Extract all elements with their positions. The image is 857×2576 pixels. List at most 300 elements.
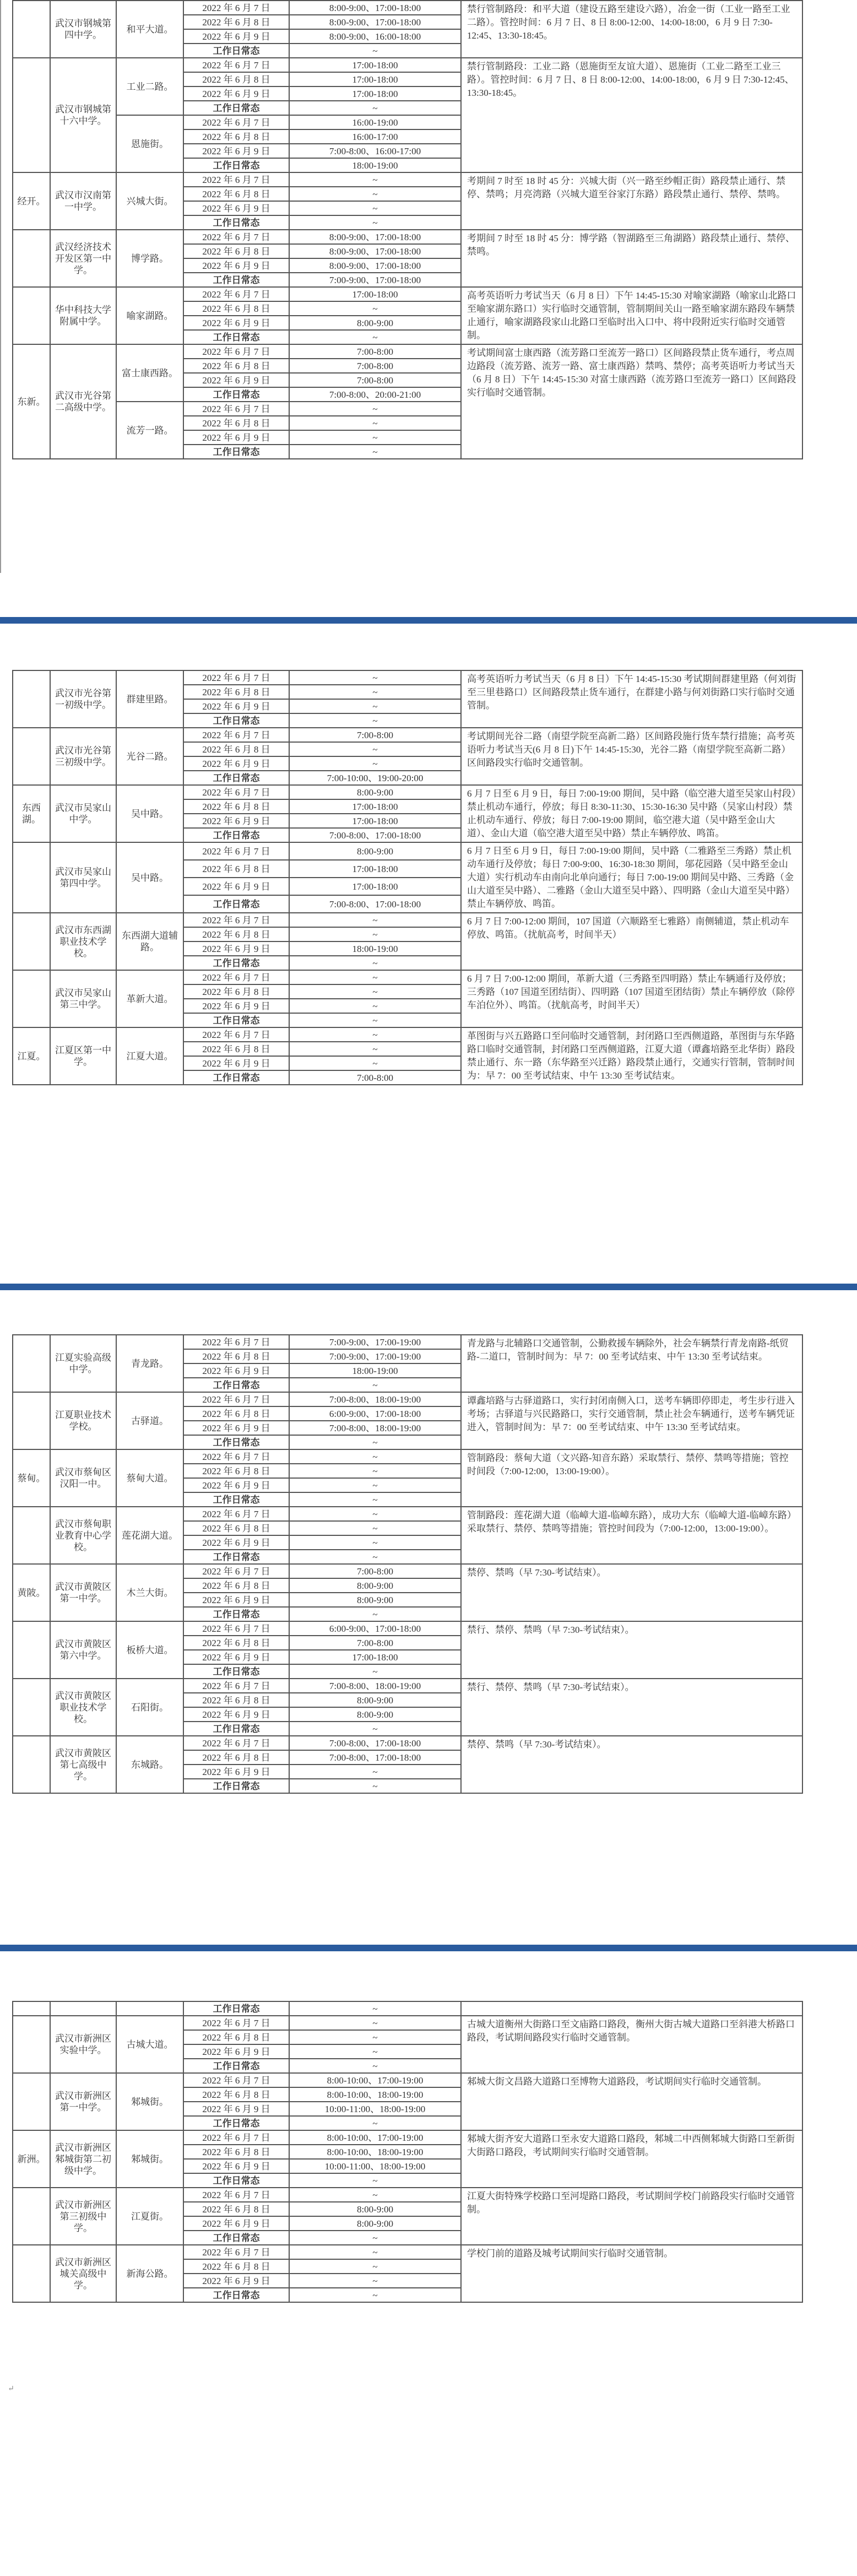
- regulation-note-cell: 6 月 7 日至 6 月 9 日，每日 7:00-19:00 期间，吴中路（临空港大道至吴家山村段）禁止机动车通行，停放；每日 8:30-11:30、15:30-16:30 吴中路（吴家山村段）禁止机动车通行、停放；每日 7:00-19:00 期间，临空港大道（吴中路至金山大道）、金山大道（临空港大道至吴中路）禁止车辆停放、鸣笛。: [461, 785, 802, 842]
- regulation-note-cell: 6 月 7 日 7:00-12:00 期间，107 国道（六顺路至七雅路）南侧辅道，禁止机动车停放、鸣笛。（扰航高考，时间半天）: [461, 913, 802, 970]
- road-cell: 古城大道。: [116, 2016, 183, 2073]
- date-cell: 2022 年 6 月 7 日: [183, 1621, 289, 1636]
- school-cell: 武汉市吴家山第四中学。: [50, 842, 116, 913]
- time-cell: ~: [289, 172, 461, 187]
- date-cell: 2022 年 6 月 9 日: [183, 2216, 289, 2231]
- district-cell: [13, 2016, 50, 2073]
- time-cell: 7:00-8:00、18:00-19:00: [289, 1679, 461, 1693]
- regulation-note-cell: 青龙路与北辅路口交通管制，公勤救援车辆除外，社会车辆禁行青龙南路-纸贸路-二道口，管制时间为：早 7：00 至考试结束、中午 13:30 至考试结束。: [461, 1335, 802, 1392]
- date-cell: 2022 年 6 月 9 日: [183, 999, 289, 1013]
- date-cell: 工作日常态: [183, 1779, 289, 1793]
- regulation-note-cell: 谭鑫培路与古驿道路口，实行封闭南侧入口，送考车辆即停即走，考生步行进入考场；古驿道与兴民路路口，实行交通管制，禁止社会车辆通行，送考车辆凭证进入，管制时间为：早 7：00 至考试结束、中午 13:30 至考试结束。: [461, 1392, 802, 1449]
- time-cell: 8:00-10:00、17:00-19:00: [289, 2130, 461, 2145]
- table-row: [13, 1, 802, 15]
- road-cell: 吴中路。: [116, 785, 183, 842]
- district-cell: [13, 1679, 50, 1736]
- date-cell: 2022 年 6 月 8 日: [183, 1693, 289, 1707]
- road-cell: 东西湖大道辅路。: [116, 913, 183, 970]
- table-row: [13, 842, 802, 860]
- date-cell: 工作日常态: [183, 2288, 289, 2302]
- date-cell: 2022 年 6 月 8 日: [183, 927, 289, 941]
- date-cell: 2022 年 6 月 8 日: [183, 129, 289, 144]
- time-cell: ~: [289, 742, 461, 756]
- time-cell: 7:00-8:00、18:00-19:00: [289, 1421, 461, 1435]
- page-3: [0, 1306, 857, 1912]
- time-cell: ~: [289, 1550, 461, 1564]
- table-row: [13, 344, 802, 359]
- school-cell: [50, 2001, 116, 2016]
- date-cell: 2022 年 6 月 7 日: [183, 1564, 289, 1578]
- date-cell: 2022 年 6 月 9 日: [183, 878, 289, 895]
- time-cell: 7:00-8:00、17:00-18:00: [289, 1750, 461, 1765]
- date-cell: 2022 年 6 月 9 日: [183, 1363, 289, 1378]
- district-cell: 黄陂。: [13, 1564, 50, 1621]
- time-cell: 17:00-18:00: [289, 86, 461, 101]
- time-cell: ~: [289, 1042, 461, 1056]
- date-cell: 2022 年 6 月 8 日: [183, 1521, 289, 1535]
- date-cell: 2022 年 6 月 8 日: [183, 72, 289, 86]
- time-cell: 8:00-9:00、17:00-18:00: [289, 230, 461, 244]
- district-cell: [13, 1335, 50, 1392]
- table-row: [13, 58, 802, 72]
- page-separator: [0, 1284, 857, 1290]
- district-cell: 经开。: [13, 172, 50, 230]
- time-cell: ~: [289, 2288, 461, 2302]
- paragraph-mark: ↵: [8, 2385, 14, 2393]
- date-cell: 2022 年 6 月 8 日: [183, 1349, 289, 1363]
- time-cell: 7:00-8:00: [289, 1636, 461, 1650]
- table-row: [13, 913, 802, 927]
- date-cell: 2022 年 6 月 7 日: [183, 970, 289, 984]
- school-cell: 武汉市光谷第二高级中学。: [50, 344, 116, 459]
- table-row: [13, 2073, 802, 2087]
- time-cell: 8:00-9:00: [289, 1693, 461, 1707]
- road-cell: 东城路。: [116, 1736, 183, 1793]
- regulation-note-cell: 考期间 7 时至 18 时 45 分：兴城大街（兴一路至纱帽正街）路段禁止通行、禁停、禁鸣；月亮湾路（兴城大道至谷家汀东路）路段禁止通行、禁停、禁鸣。: [461, 172, 802, 230]
- time-cell: ~: [289, 699, 461, 713]
- time-cell: 7:00-10:00、19:00-20:00: [289, 771, 461, 785]
- district-cell: [13, 1392, 50, 1449]
- table-row: [13, 785, 802, 799]
- district-cell: [13, 1736, 50, 1793]
- date-cell: 2022 年 6 月 7 日: [183, 344, 289, 359]
- time-cell: ~: [289, 2274, 461, 2288]
- school-cell: 武汉市黄陂区第一中学。: [50, 1564, 116, 1621]
- date-cell: 2022 年 6 月 7 日: [183, 1027, 289, 1042]
- time-cell: 7:00-8:00、17:00-18:00: [289, 895, 461, 913]
- date-cell: 工作日常态: [183, 273, 289, 287]
- road-cell: [116, 2001, 183, 2016]
- road-cell: 石阳街。: [116, 1679, 183, 1736]
- date-cell: 2022 年 6 月 8 日: [183, 742, 289, 756]
- time-cell: 6:00-9:00、17:00-18:00: [289, 1621, 461, 1636]
- date-cell: 2022 年 6 月 9 日: [183, 201, 289, 215]
- time-cell: ~: [289, 1722, 461, 1736]
- road-cell: 富士康西路。: [116, 344, 183, 402]
- time-cell: ~: [289, 2116, 461, 2130]
- date-cell: 2022 年 6 月 9 日: [183, 2102, 289, 2116]
- date-cell: 2022 年 6 月 9 日: [183, 756, 289, 771]
- date-cell: 2022 年 6 月 7 日: [183, 58, 289, 72]
- table-row: [13, 287, 802, 301]
- district-cell: 东新。: [13, 344, 50, 459]
- date-cell: 2022 年 6 月 8 日: [183, 984, 289, 999]
- district-cell: [13, 970, 50, 1027]
- school-cell: 武汉市光谷第一初级中学。: [50, 670, 116, 728]
- time-cell: ~: [289, 402, 461, 416]
- table-row: [13, 1621, 802, 1636]
- date-cell: 2022 年 6 月 8 日: [183, 244, 289, 258]
- road-cell: 恩施街。: [116, 115, 183, 172]
- traffic-table-1: [12, 0, 803, 459]
- time-cell: 7:00-8:00: [289, 1070, 461, 1085]
- time-cell: 10:00-11:00、18:00-19:00: [289, 2159, 461, 2173]
- time-cell: ~: [289, 970, 461, 984]
- time-cell: ~: [289, 1464, 461, 1478]
- date-cell: 2022 年 6 月 7 日: [183, 1679, 289, 1693]
- district-cell: [13, 2188, 50, 2245]
- date-cell: 2022 年 6 月 9 日: [183, 144, 289, 158]
- date-cell: 2022 年 6 月 9 日: [183, 1535, 289, 1550]
- date-cell: 2022 年 6 月 9 日: [183, 316, 289, 330]
- time-cell: ~: [289, 1664, 461, 1679]
- date-cell: 2022 年 6 月 7 日: [183, 1507, 289, 1521]
- time-cell: 7:00-8:00: [289, 373, 461, 387]
- time-cell: 7:00-8:00: [289, 359, 461, 373]
- regulation-note-cell: 禁停、禁鸣（早 7:30-考试结束）。: [461, 1564, 802, 1621]
- date-cell: 工作日常态: [183, 2173, 289, 2188]
- school-cell: 武汉市东西湖职业技术学校。: [50, 913, 116, 970]
- time-cell: ~: [289, 1013, 461, 1027]
- date-cell: 工作日常态: [183, 387, 289, 402]
- date-cell: 2022 年 6 月 8 日: [183, 2145, 289, 2159]
- time-cell: ~: [289, 685, 461, 699]
- time-cell: ~: [289, 999, 461, 1013]
- road-cell: 群建里路。: [116, 670, 183, 728]
- road-cell: 喻家湖路。: [116, 287, 183, 344]
- school-cell: 江夏区第一中学。: [50, 1027, 116, 1085]
- time-cell: ~: [289, 2173, 461, 2188]
- time-cell: ~: [289, 1521, 461, 1535]
- time-cell: ~: [289, 2001, 461, 2016]
- time-cell: ~: [289, 913, 461, 927]
- time-cell: ~: [289, 956, 461, 970]
- time-cell: ~: [289, 215, 461, 230]
- regulation-note-cell: 革图街与兴五路路口至问临时交通管制，封闭路口至西侧道路，革图街与东华路路口临时交通管制，封闭路口至西侧道路，江夏大道（谭鑫培路至北华街）路段禁止通行、东一路（东华路至兴迁路）路段禁止通行，交通实行管制，管制时间为：早 7：00 至考试结束、中午 13:30 至考试结束。: [461, 1027, 802, 1085]
- district-cell: 江夏。: [13, 1027, 50, 1085]
- regulation-note-cell: 管制路段：莲花湖大道（临嶂大道-临嶂东路），成功大东（临嶂大道-临嶂东路）采取禁行、禁停、禁鸣等措施；管控时间段为（7:00-12:00，13:00-19:00）。: [461, 1507, 802, 1564]
- district-cell: [13, 670, 50, 728]
- regulation-note-cell: 管制路段：蔡甸大道（文兴路-知音东路）采取禁行、禁停、禁鸣等措施；管控时间段（7:00-12:00，13:00-19:00）。: [461, 1449, 802, 1507]
- date-cell: 2022 年 6 月 9 日: [183, 430, 289, 445]
- date-cell: 2022 年 6 月 7 日: [183, 1736, 289, 1750]
- school-cell: 武汉市光谷第三初级中学。: [50, 728, 116, 785]
- page-separator: [0, 1945, 857, 1951]
- time-cell: ~: [289, 1449, 461, 1464]
- table-row: [13, 1736, 802, 1750]
- time-cell: ~: [289, 756, 461, 771]
- date-cell: 2022 年 6 月 8 日: [183, 359, 289, 373]
- date-cell: 2022 年 6 月 8 日: [183, 685, 289, 699]
- regulation-note-cell: 禁停、禁鸣（早 7:30-考试结束）。: [461, 1736, 802, 1793]
- date-cell: 2022 年 6 月 9 日: [183, 258, 289, 273]
- road-cell: 古驿道。: [116, 1392, 183, 1449]
- road-cell: 吴中路。: [116, 842, 183, 913]
- date-cell: 工作日常态: [183, 1664, 289, 1679]
- road-cell: 兴城大街。: [116, 172, 183, 230]
- time-cell: 7:00-9:00、17:00-19:00: [289, 1349, 461, 1363]
- regulation-note-cell: 考试期间富士康西路（流芳路口至流芳一路口）区间路段禁止货车通行，考点周边路段（流芳路、流芳一路、富士康西路）禁鸣、禁停；高考英语听力考试当天（6 月 8 日）下午 14:45-15:30 对富士康西路（流芳路口至流芳一路口）区间路段实行临时交通管制。: [461, 344, 802, 459]
- regulation-note-cell: 6 月 7 日至 6 月 9 日，每日 7:00-19:00 期间，吴中路（二雅路至三秀路）禁止机动车通行及停放；每日 7:00-9:00、16:30-18:30 期间，邬花园路（吴中路至金山大道）实行机动车由南向北单向通行；每日 7:00-19:00 期间吴中路、三秀路（金山大道至吴中路）、二雅路（金山大道至吴中路）、四明路（金山大道至吴中路）禁止车辆停放、鸣笛。: [461, 842, 802, 913]
- road-cell: 革新大道。: [116, 970, 183, 1027]
- date-cell: 2022 年 6 月 7 日: [183, 230, 289, 244]
- date-cell: 2022 年 6 月 7 日: [183, 115, 289, 129]
- date-cell: 2022 年 6 月 9 日: [183, 1478, 289, 1492]
- time-cell: ~: [289, 2016, 461, 2030]
- road-cell: 博学路。: [116, 230, 183, 287]
- school-cell: 武汉市黄陂区职业技术学校。: [50, 1679, 116, 1736]
- date-cell: 工作日常态: [183, 1492, 289, 1507]
- district-cell: [13, 2245, 50, 2302]
- date-cell: 2022 年 6 月 8 日: [183, 2259, 289, 2274]
- time-cell: 8:00-9:00、17:00-18:00: [289, 15, 461, 29]
- time-cell: 8:00-9:00: [289, 2216, 461, 2231]
- date-cell: 2022 年 6 月 7 日: [183, 402, 289, 416]
- district-cell: [13, 728, 50, 785]
- date-cell: 2022 年 6 月 8 日: [183, 1636, 289, 1650]
- road-cell: 和平大道。: [116, 1, 183, 58]
- date-cell: 工作日常态: [183, 1013, 289, 1027]
- date-cell: 2022 年 6 月 9 日: [183, 941, 289, 956]
- time-cell: 17:00-18:00: [289, 878, 461, 895]
- school-cell: 华中科技大学附属中学。: [50, 287, 116, 344]
- table-row: [13, 970, 802, 984]
- time-cell: ~: [289, 1492, 461, 1507]
- school-cell: 武汉市新洲区邾城街第二初级中学。: [50, 2130, 116, 2188]
- date-cell: 2022 年 6 月 9 日: [183, 699, 289, 713]
- date-cell: 2022 年 6 月 8 日: [183, 2202, 289, 2216]
- date-cell: 工作日常态: [183, 2116, 289, 2130]
- traffic-table-2: [12, 670, 803, 1085]
- road-cell: 江夏街。: [116, 2188, 183, 2245]
- time-cell: 7:00-8:00: [289, 728, 461, 742]
- table-row: [13, 728, 802, 742]
- page-2: [0, 639, 857, 1234]
- page-separator: [0, 617, 857, 624]
- road-cell: 邾城街。: [116, 2130, 183, 2188]
- time-cell: ~: [289, 670, 461, 685]
- school-cell: 武汉市吴家山第三中学。: [50, 970, 116, 1027]
- date-cell: 2022 年 6 月 9 日: [183, 2274, 289, 2288]
- time-cell: ~: [289, 1378, 461, 1392]
- regulation-note-cell: 禁行管制路段：和平大道（建设五路至建设六路），冶金一街（工业一路至工业二路）。管控时间：6 月 7 日、8 日 8:00-12:00、14:00-18:00，6 月 9 日 7:30-12:45、13:30-18:45。: [461, 1, 802, 58]
- time-cell: ~: [289, 2059, 461, 2073]
- date-cell: 2022 年 6 月 7 日: [183, 287, 289, 301]
- time-cell: 18:00-19:00: [289, 1363, 461, 1378]
- regulation-note-cell: 江夏大街特殊学校路口至河堤路口路段，考试期间学校门前路段实行临时交通管制。: [461, 2188, 802, 2245]
- date-cell: 工作日常态: [183, 895, 289, 913]
- district-cell: [13, 287, 50, 344]
- regulation-note-cell: 考试期间光谷二路（南望学院至高新二路）区间路段施行货车禁行措施；高考英语听力考试当天(6 月 8 日)下午 14:45-15:30，光谷二路（南望学院至高新二路）区间路段实行临时交通管制。: [461, 728, 802, 785]
- table-row: [13, 2245, 802, 2259]
- date-cell: 2022 年 6 月 9 日: [183, 2044, 289, 2059]
- regulation-note-cell: 高考英语听力考试当天（6 月 8 日）下午 14:45-15:30 考试期间群建里路（何刘街至三里巷路口）区间路段禁止货车通行，在群建小路与何刘街路口实行临时交通管制。: [461, 670, 802, 728]
- date-cell: 2022 年 6 月 7 日: [183, 670, 289, 685]
- district-cell: [13, 913, 50, 970]
- school-cell: 武汉市钢城第四中学。: [50, 1, 116, 58]
- time-cell: 8:00-9:00: [289, 1578, 461, 1593]
- road-cell: 木兰大街。: [116, 1564, 183, 1621]
- road-cell: 江夏大道。: [116, 1027, 183, 1085]
- date-cell: 工作日常态: [183, 1722, 289, 1736]
- date-cell: 2022 年 6 月 9 日: [183, 373, 289, 387]
- date-cell: 2022 年 6 月 9 日: [183, 1421, 289, 1435]
- time-cell: 7:00-8:00、18:00-19:00: [289, 1392, 461, 1406]
- district-cell: [13, 2073, 50, 2130]
- regulation-note-cell: [461, 2001, 802, 2016]
- table-row: [13, 172, 802, 187]
- date-cell: 工作日常态: [183, 2231, 289, 2245]
- page-4: [0, 1967, 857, 2576]
- date-cell: 工作日常态: [183, 1435, 289, 1449]
- table-row: [13, 1449, 802, 1464]
- road-cell: 邾城街。: [116, 2073, 183, 2130]
- date-cell: 工作日常态: [183, 1550, 289, 1564]
- school-cell: 江夏实验高级中学。: [50, 1335, 116, 1392]
- time-cell: 18:00-19:00: [289, 158, 461, 172]
- time-cell: ~: [289, 301, 461, 316]
- date-cell: 2022 年 6 月 8 日: [183, 1406, 289, 1421]
- date-cell: 2022 年 6 月 8 日: [183, 301, 289, 316]
- date-cell: 2022 年 6 月 7 日: [183, 2073, 289, 2087]
- time-cell: ~: [289, 2188, 461, 2202]
- time-cell: 8:00-9:00、17:00-18:00: [289, 258, 461, 273]
- time-cell: 18:00-19:00: [289, 941, 461, 956]
- school-cell: 武汉市蔡甸区汉阳一中。: [50, 1449, 116, 1507]
- time-cell: 8:00-9:00: [289, 2202, 461, 2216]
- district-cell: [13, 1621, 50, 1679]
- date-cell: 2022 年 6 月 7 日: [183, 842, 289, 860]
- time-cell: ~: [289, 1027, 461, 1042]
- time-cell: ~: [289, 1478, 461, 1492]
- date-cell: 2022 年 6 月 7 日: [183, 2188, 289, 2202]
- table-row: [13, 1564, 802, 1578]
- time-cell: ~: [289, 2044, 461, 2059]
- road-cell: 板桥大道。: [116, 1621, 183, 1679]
- date-cell: 2022 年 6 月 8 日: [183, 1578, 289, 1593]
- district-cell: [13, 2001, 50, 2016]
- time-cell: ~: [289, 1507, 461, 1521]
- time-cell: ~: [289, 713, 461, 728]
- date-cell: 2022 年 6 月 8 日: [183, 416, 289, 430]
- district-cell: 蔡甸。: [13, 1449, 50, 1507]
- table-row: [13, 1679, 802, 1693]
- date-cell: 2022 年 6 月 9 日: [183, 1765, 289, 1779]
- road-cell: 蔡甸大道。: [116, 1449, 183, 1507]
- school-cell: 武汉市新洲区第一中学。: [50, 2073, 116, 2130]
- time-cell: ~: [289, 1765, 461, 1779]
- school-cell: 武汉市吴家山中学。: [50, 785, 116, 842]
- time-cell: 8:00-9:00: [289, 842, 461, 860]
- date-cell: 工作日常态: [183, 713, 289, 728]
- time-cell: 17:00-18:00: [289, 860, 461, 878]
- time-cell: 16:00-17:00: [289, 129, 461, 144]
- school-cell: 武汉市黄陂区第六中学。: [50, 1621, 116, 1679]
- date-cell: 2022 年 6 月 7 日: [183, 728, 289, 742]
- school-cell: 武汉市蔡甸职业教育中心学校。: [50, 1507, 116, 1564]
- time-cell: 8:00-9:00: [289, 785, 461, 799]
- date-cell: 工作日常态: [183, 44, 289, 58]
- time-cell: 8:00-9:00、17:00-18:00: [289, 244, 461, 258]
- date-cell: 2022 年 6 月 9 日: [183, 1650, 289, 1664]
- time-cell: 7:00-8:00: [289, 1564, 461, 1578]
- road-cell: 青龙路。: [116, 1335, 183, 1392]
- time-cell: 8:00-9:00、16:00-18:00: [289, 29, 461, 44]
- page-1: [0, 0, 857, 578]
- time-cell: 7:00-9:00、17:00-19:00: [289, 1335, 461, 1349]
- school-cell: 武汉市新洲区实验中学。: [50, 2016, 116, 2073]
- date-cell: 2022 年 6 月 8 日: [183, 1042, 289, 1056]
- time-cell: ~: [289, 201, 461, 215]
- school-cell: 武汉市新洲区城关高级中学。: [50, 2245, 116, 2302]
- road-cell: 莲花湖大道。: [116, 1507, 183, 1564]
- date-cell: 2022 年 6 月 8 日: [183, 860, 289, 878]
- date-cell: 2022 年 6 月 8 日: [183, 1750, 289, 1765]
- time-cell: 17:00-18:00: [289, 58, 461, 72]
- date-cell: 工作日常态: [183, 330, 289, 344]
- date-cell: 2022 年 6 月 8 日: [183, 187, 289, 201]
- regulation-note-cell: 学校门前的道路及城考试期间实行临时交通管制。: [461, 2245, 802, 2302]
- date-cell: 工作日常态: [183, 2001, 289, 2016]
- district-cell: 新洲。: [13, 2130, 50, 2188]
- district-cell: [13, 1507, 50, 1564]
- time-cell: ~: [289, 2231, 461, 2245]
- table-row: [13, 1027, 802, 1042]
- date-cell: 工作日常态: [183, 2059, 289, 2073]
- time-cell: 8:00-9:00: [289, 1707, 461, 1722]
- time-cell: ~: [289, 101, 461, 115]
- time-cell: ~: [289, 416, 461, 430]
- time-cell: 8:00-9:00: [289, 316, 461, 330]
- date-cell: 2022 年 6 月 8 日: [183, 799, 289, 814]
- traffic-table-4: [12, 2001, 803, 2303]
- date-cell: 工作日常态: [183, 1070, 289, 1085]
- date-cell: 工作日常态: [183, 101, 289, 115]
- table-row: [13, 670, 802, 685]
- time-cell: 17:00-18:00: [289, 799, 461, 814]
- time-cell: ~: [289, 330, 461, 344]
- regulation-note-cell: 考期间 7 时至 18 时 45 分：博学路（智湖路至三角湖路）路段禁止通行、禁停、禁鸣。: [461, 230, 802, 287]
- date-cell: 2022 年 6 月 7 日: [183, 1, 289, 15]
- road-cell: 光谷二路。: [116, 728, 183, 785]
- date-cell: 工作日常态: [183, 445, 289, 459]
- date-cell: 2022 年 6 月 9 日: [183, 1707, 289, 1722]
- date-cell: 2022 年 6 月 9 日: [183, 1056, 289, 1070]
- school-cell: 武汉市汉南第一中学。: [50, 172, 116, 230]
- time-cell: 17:00-18:00: [289, 287, 461, 301]
- time-cell: 7:00-8:00、20:00-21:00: [289, 387, 461, 402]
- time-cell: ~: [289, 1435, 461, 1449]
- date-cell: 工作日常态: [183, 828, 289, 842]
- time-cell: 16:00-19:00: [289, 115, 461, 129]
- date-cell: 2022 年 6 月 9 日: [183, 814, 289, 828]
- road-cell: 流芳一路。: [116, 402, 183, 459]
- time-cell: ~: [289, 2030, 461, 2044]
- date-cell: 2022 年 6 月 7 日: [183, 2245, 289, 2259]
- date-cell: 2022 年 6 月 9 日: [183, 2159, 289, 2173]
- date-cell: 工作日常态: [183, 158, 289, 172]
- regulation-note-cell: 禁行管制路段：工业二路（恩施街至友谊大道）、恩施街（工业二路至工业三路）。管控时间：6 月 7 日、8 日 8:00-12:00、14:00-18:00，6 月 9 日 7:30-12:45、13:30-18:45。: [461, 58, 802, 172]
